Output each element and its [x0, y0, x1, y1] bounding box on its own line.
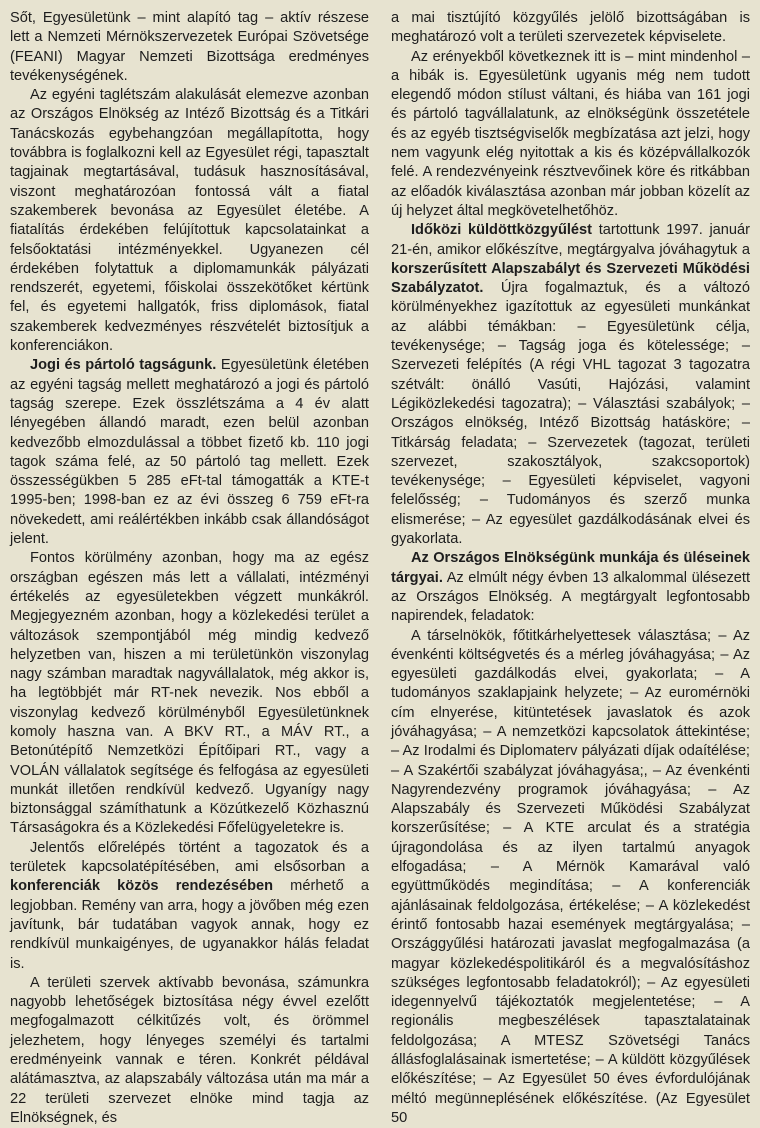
paragraph-text: Egyesületünk életében az egyéni tagság mellett meghatározó a jogi és pártoló tagság szerepe. Ezek összlétszáma a 4 év alatt lényegében állandó maradt, ezen belül azonban kedvezőbb elmozdulással a többet fizető kb. 110 jogi tagok száma felé, az 50 pártoló tag mellett. Ezek összességükben 5 285 eFt-tal támogatták a KTE-t 1995-ben; 1998-ban ez az évi összeg 6 759 eFt-ra növekedett, ami reálértékben inkább csak állandóságot jelent.	[10, 357, 369, 547]
paragraph-text: A területi szervek aktívabb bevonása, számunkra nagyobb lehetőségek biztosítása négy évvel ezelőtt megfogalmazott célkitűzés volt, és örömmel jelezhetem, hogy lényeges személyi és tartalmi eredményeink vannak e téren. Konkrét példával alátámasztva, az alapszabály változása után ma már a 22 területi szervezet elnöke mind tagja az Elnökségnek, és	[10, 975, 369, 1126]
paragraph-text: Újra fogalmaztuk, és a változó körülményekhez igazítottuk az egyesületi munkánkat az alábbi témákban: – Egyesületünk célja, tevékenysége; – Tagság joga és kötelessége; – Szervezeti felépítés (A régi VHL tagozat 3 tagozatra szétvált: önálló Vasúti, Hajózási, valamint Légiközlekedési tagozatra); – Választási szabályok; – Országos elnökség, Intéző Bizottság hatásköre; – Titkárság feladata; – Szervezetek (tagozat, területi szervezet, szakosztályok, szakcsoportok) tevékenysége; – Egyesületi képviselet, vagyoni felelősség; – Tudományos és szerző munka elismerése; – Az egyesület gazdálkodásának elvei és gyakorlata.	[391, 280, 750, 547]
paragraph-text: Sőt, Egyesületünk – mint alapító tag – aktív részese lett a Nemzeti Mérnökszervezetek Európai Szövetsége (FEANI) Magyar Nemzeti Bizottsága eredményes tevékenységének.	[10, 10, 369, 84]
bold-phrase: korszerűsített Alapszabályt és Szervezeti Működési Szabályzatot.	[391, 261, 750, 296]
paragraph	[391, 627, 750, 1128]
paragraph-text: tartottunk 1997. január 21-én, amikor előkészítve, megtárgyalva jóváhagytuk a	[391, 222, 750, 257]
paragraph	[391, 221, 750, 549]
paragraph	[10, 974, 369, 1128]
paragraph-text: Az elmúlt négy évben 13 alkalommal ülésezett az Országos Elnökség. A megtárgyalt legfontosabb napirendek, feladatok:	[391, 570, 750, 625]
paragraph-text: Jelentős előrelépés történt a tagozatok és a területek kapcsolatépítésében, ami elsősorban a	[10, 840, 369, 875]
paragraph	[10, 356, 369, 549]
right-column	[391, 9, 750, 1088]
paragraph	[10, 839, 369, 974]
left-column	[10, 9, 369, 1088]
paragraph-text: mérhető a legjobban. Remény van arra, hogy a jövőben még ezen javítunk, bár tudatában vagyok annak, hogy ez rendkívül munkaigényes, de ugyanakkor hálás feladat is.	[10, 878, 369, 971]
paragraph-text: Az erényekből következnek itt is – mint mindenhol – a hibák is. Egyesületünk ugyanis még nem tudott elegendő módon stílust váltani, és hiába van 161 jogi és pártoló tagvállalatunk, az elnökségünk összetétele és az egyéb tisztségviselők megbízatása azt jelzi, hogy nem vagyunk elég nyitottak a kis és középvállalkozók felé. A rendezvényeink résztvevőinek köre és ritkábban az előadók kiválasztása azonban már jobban közelít az új helyzet által megkövetelhetőhöz.	[391, 49, 750, 219]
paragraph-text: a mai tisztújító közgyűlés jelölő bizottságában is meghatározó volt a területi szervezetek képviselete.	[391, 10, 750, 45]
paragraph-heading: Időközi küldöttközgyűlést	[411, 222, 592, 238]
paragraph-heading: Az Országos Elnökségünk munkája és üléseinek tárgyai.	[391, 550, 750, 585]
paragraph	[10, 9, 369, 86]
paragraph	[391, 549, 750, 626]
bold-phrase: konferenciák közös rendezésében	[10, 878, 273, 894]
paragraph-text: Fontos körülmény azonban, hogy ma az egész országban egészen más lett a vállalati, intézményi értékelés az egyesületekben végzett munkákról. Megjegyezném azonban, hogy a közlekedési terület a változások szempontjából még mindig kedvező helyzetben van, hiszen a mi területünkön viszonylag nagy számban maradtak nagyvállalatok, még akkor is, ha legtöbbjét már RT-nek nevezik. Nos ebből a viszonylag kedvező körülményből Egyesületünknek komoly haszna van. A BKV RT., a MÁV RT., a Betonútépítő Nemzetközi Építőipari RT., vagy a VOLÁN vállalatok segítsége és felfogása az egyesületi munkát illetően rendkívül kedvező. Ugyanígy nagy biztonsággal számíthatunk a Közútkezelő Közhasznú Társaságokra és a Közlekedési Főfelügyeletekre is.	[10, 550, 369, 836]
paragraph	[391, 48, 750, 222]
paragraph-text: Az egyéni taglétszám alakulását elemezve azonban az Országos Elnökség az Intéző Bizottság és a Titkári Tanácskozás egybehangzóan megállapította, hogy továbbra is foglalkozni kell az Egyesület régi, tapasztalt tagjainak megtartásával, tudásuk hasznosításával, viszont meghatározóan fontossá vált a fiatal szakemberek bevonása az Egyesület életébe. A fiatalítás érdekében felújítottuk kapcsolatainkat a felsőoktatási intézményekkel. Ugyanezen cél érdekében folytattuk a diplomamunkák pályázati rendszerét, egyetemi, főiskolai összekötőket kértünk fel, és egyetemi hallgatók, friss diplomások, fiatal szakemberek kedvezményes részvételét biztosítjuk a konferenciákon.	[10, 87, 369, 354]
paragraph	[391, 9, 750, 48]
paragraph-text: A társelnökök, főtitkárhelyettesek választása; – Az évenkénti költségvetés és a mérleg jóváhagyása; – Az egyesületi gazdálkodás elvei, gyakorlata; – A tudományos szaklapjaink helyzete; – Az euromérnöki cím elnyerése, kitüntetések javaslatok és azok jóváhagyása; – A nemzetközi kapcsolatok áttekintése; – Az Irodalmi és Diplomaterv pályázati díjak odaítélése; – A Szakértői szabályzat jóváhagyása;, – Az évenkénti Nagyrendezvény programok jóváhagyása; – Az Alapszabály és Szervezeti Működési Szabályzat korszerűsítése; – A KTE arculat és a stratégia újragondolása és az ilyen tartalmú anyagok elfogadása; – A Mérnök Kamarával való együttműködés megindítása; – A konferenciák ajánlásainak feldolgozása, értékelése; – A közlekedést érintő fontosabb hazai események megtárgyalása; – Országgyűlési határozati javaslat megfogalmazása (a magyar közlekedéspolitikáról és a megvalósításhoz szükséges legfontosabb feladatokról); – Az egyesületi idegennyelvű tájékoztatók megjelentetése; – A regionális megbeszélések tapasztalatainak feldolgozása; A MTESZ Szövetségi Tanács állásfoglalásainak ismertetése; – A küldött közgyűlések előkészítése; – Az Egyesület 50 éves évfordulójának méltó megünneplésének előkészítése. (Az Egyesület 50	[391, 628, 750, 1126]
paragraph-heading: Jogi és pártoló tagságunk.	[30, 357, 216, 373]
paragraph	[10, 549, 369, 838]
paragraph	[10, 86, 369, 356]
